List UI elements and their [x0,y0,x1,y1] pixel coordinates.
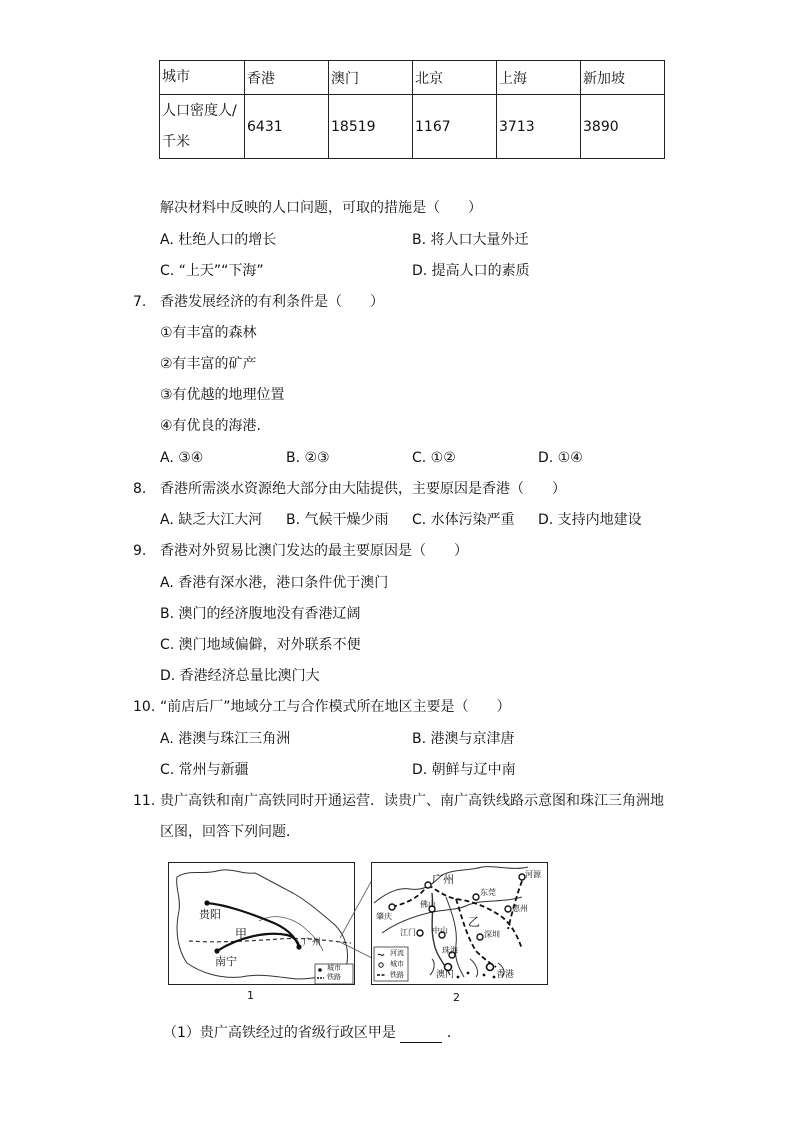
table-header-cell: 澳门 [329,61,413,95]
map1-label-jia: 甲 [235,927,248,941]
q8-option-a[interactable]: A. 缺乏大江大河 [160,512,263,528]
map2-label-xianggang: 香港 [496,970,515,980]
q8-number: 8. [133,481,147,497]
q7-number: 7. [133,294,147,310]
q6-option-b[interactable]: B. 将人口大量外迁 [412,232,529,248]
q11-sub1 [163,1023,461,1043]
q7-item: ③有优越的地理位置 [160,387,285,403]
q10-option-d[interactable]: D. 朝鲜与辽中南 [412,762,516,778]
q6-option-a[interactable]: A. 杜绝人口的增长 [160,232,277,248]
map2-label-heyuan: 河源 [525,870,541,879]
table-header-cell: 上海 [497,61,581,95]
q9-option-c[interactable]: C. 澳门地域偏僻，对外联系不便 [160,637,361,653]
q7-item: ①有丰富的森林 [160,325,257,341]
map2-label-huizhou: 惠州 [512,904,528,913]
table-header-cell: 香港 [245,61,329,95]
map2-legend-rail: 铁路 [390,971,404,979]
map2-caption: 2 [453,991,460,1004]
map1-legend-rail: 铁路 [327,973,341,981]
q9-option-b[interactable]: B. 澳门的经济腹地没有香港辽阔 [160,606,361,622]
table-cell: 3890 [581,95,665,159]
q10-option-c[interactable]: C. 常州与新疆 [160,762,249,778]
map1-label-nanning: 南宁 [215,955,237,968]
q9-option-a[interactable]: A. 香港有深水港，港口条件优于澳门 [160,575,389,591]
map2-label-yi: 乙 [468,915,481,929]
q7-option-a[interactable]: A. ③④ [160,450,204,466]
map1-caption: 1 [247,989,254,1002]
map1-label-guiyang: 贵阳 [199,908,221,921]
table-row-label [160,95,245,159]
q9-option-d[interactable]: D. 香港经济总量比澳门大 [160,668,320,684]
q7-item: ④有优良的海港. [160,418,262,434]
map2-legend-river: 河流 [390,949,404,957]
q10-option-a[interactable]: A. 港澳与珠江三角洲 [160,731,291,747]
map2-label-zhuhai: 珠海 [442,946,458,955]
q7-option-d[interactable]: D. ①④ [538,450,583,466]
q7-item: ②有丰富的矿产 [160,356,257,372]
pearl-river-delta-map [371,862,548,985]
map2-label-foshan: 佛山 [420,900,436,909]
q11-sub1-text: （1）贵广高铁经过的省级行政区甲是 [163,1025,396,1041]
q8-option-c[interactable]: C. 水体污染严重 [412,512,515,528]
table-cell: 18519 [329,95,413,159]
q11-number: 11. [133,793,156,809]
row-label-line: 千米 [162,133,190,150]
q6-option-c[interactable]: C. “上天”“下海” [160,263,264,279]
population-density-table [159,60,665,159]
q11-stem-line1: 贵广高铁和南广高铁同时开通运营．读贵广、南广高铁线路示意图和珠江三角洲地 [160,793,664,809]
railway-route-map [168,862,355,985]
q8-option-d[interactable]: D. 支持内地建设 [538,512,642,528]
q10-option-b[interactable]: B. 港澳与京津唐 [412,731,515,747]
q9-number: 9. [133,543,147,559]
map2-label-shenzhen: 深圳 [484,930,500,939]
q10-number: 10. [133,699,156,715]
map2-label-dongguan: 东莞 [480,888,496,897]
map2-label-zhaoqing: 肇庆 [376,912,392,921]
q8-option-b[interactable]: B. 气候干燥少雨 [286,512,389,528]
map2-legend-city: 城市 [390,960,404,968]
q9-stem: 香港对外贸易比澳门发达的最主要原因是（ ） [160,543,468,559]
q11-stem-line2: 区图，回答下列问题． [160,824,300,840]
map2-label-guangzhou: 广州 [432,873,454,886]
map2-label-aomen: 澳门 [436,970,455,980]
q10-stem: “前店后厂”地域分工与合作模式所在地区主要是（ ） [160,699,511,715]
row-label-line: 人口密度人/ [162,102,237,119]
table-cell: 6431 [245,95,329,159]
answer-blank[interactable] [400,1028,442,1043]
q7-stem: 香港发展经济的有利条件是（ ） [160,294,384,310]
map1-label-guangzhou: 广州 [303,938,322,948]
map1-legend-city: 城市 [327,964,341,972]
q7-option-b[interactable]: B. ②③ [286,450,330,466]
table-header-cell: 北京 [413,61,497,95]
table-cell: 1167 [413,95,497,159]
q8-stem: 香港所需淡水资源绝大部分由大陆提供，主要原因是香港（ ） [160,481,566,497]
table-cell: 3713 [497,95,581,159]
table-header-cell: 城市 [160,61,245,95]
q6-stem: 解决材料中反映的人口问题，可取的措施是（ ） [160,200,482,216]
q11-sub1-suffix: ． [446,1025,461,1041]
map2-label-zhongshan: 中山 [432,926,448,935]
q6-option-d[interactable]: D. 提高人口的素质 [412,263,530,279]
table-header-cell: 新加坡 [581,61,665,95]
table-header-row [160,61,665,95]
map2-label-jiangmen: 江门 [400,928,416,937]
table-row [160,95,665,159]
q7-option-c[interactable]: C. ①② [412,450,456,466]
